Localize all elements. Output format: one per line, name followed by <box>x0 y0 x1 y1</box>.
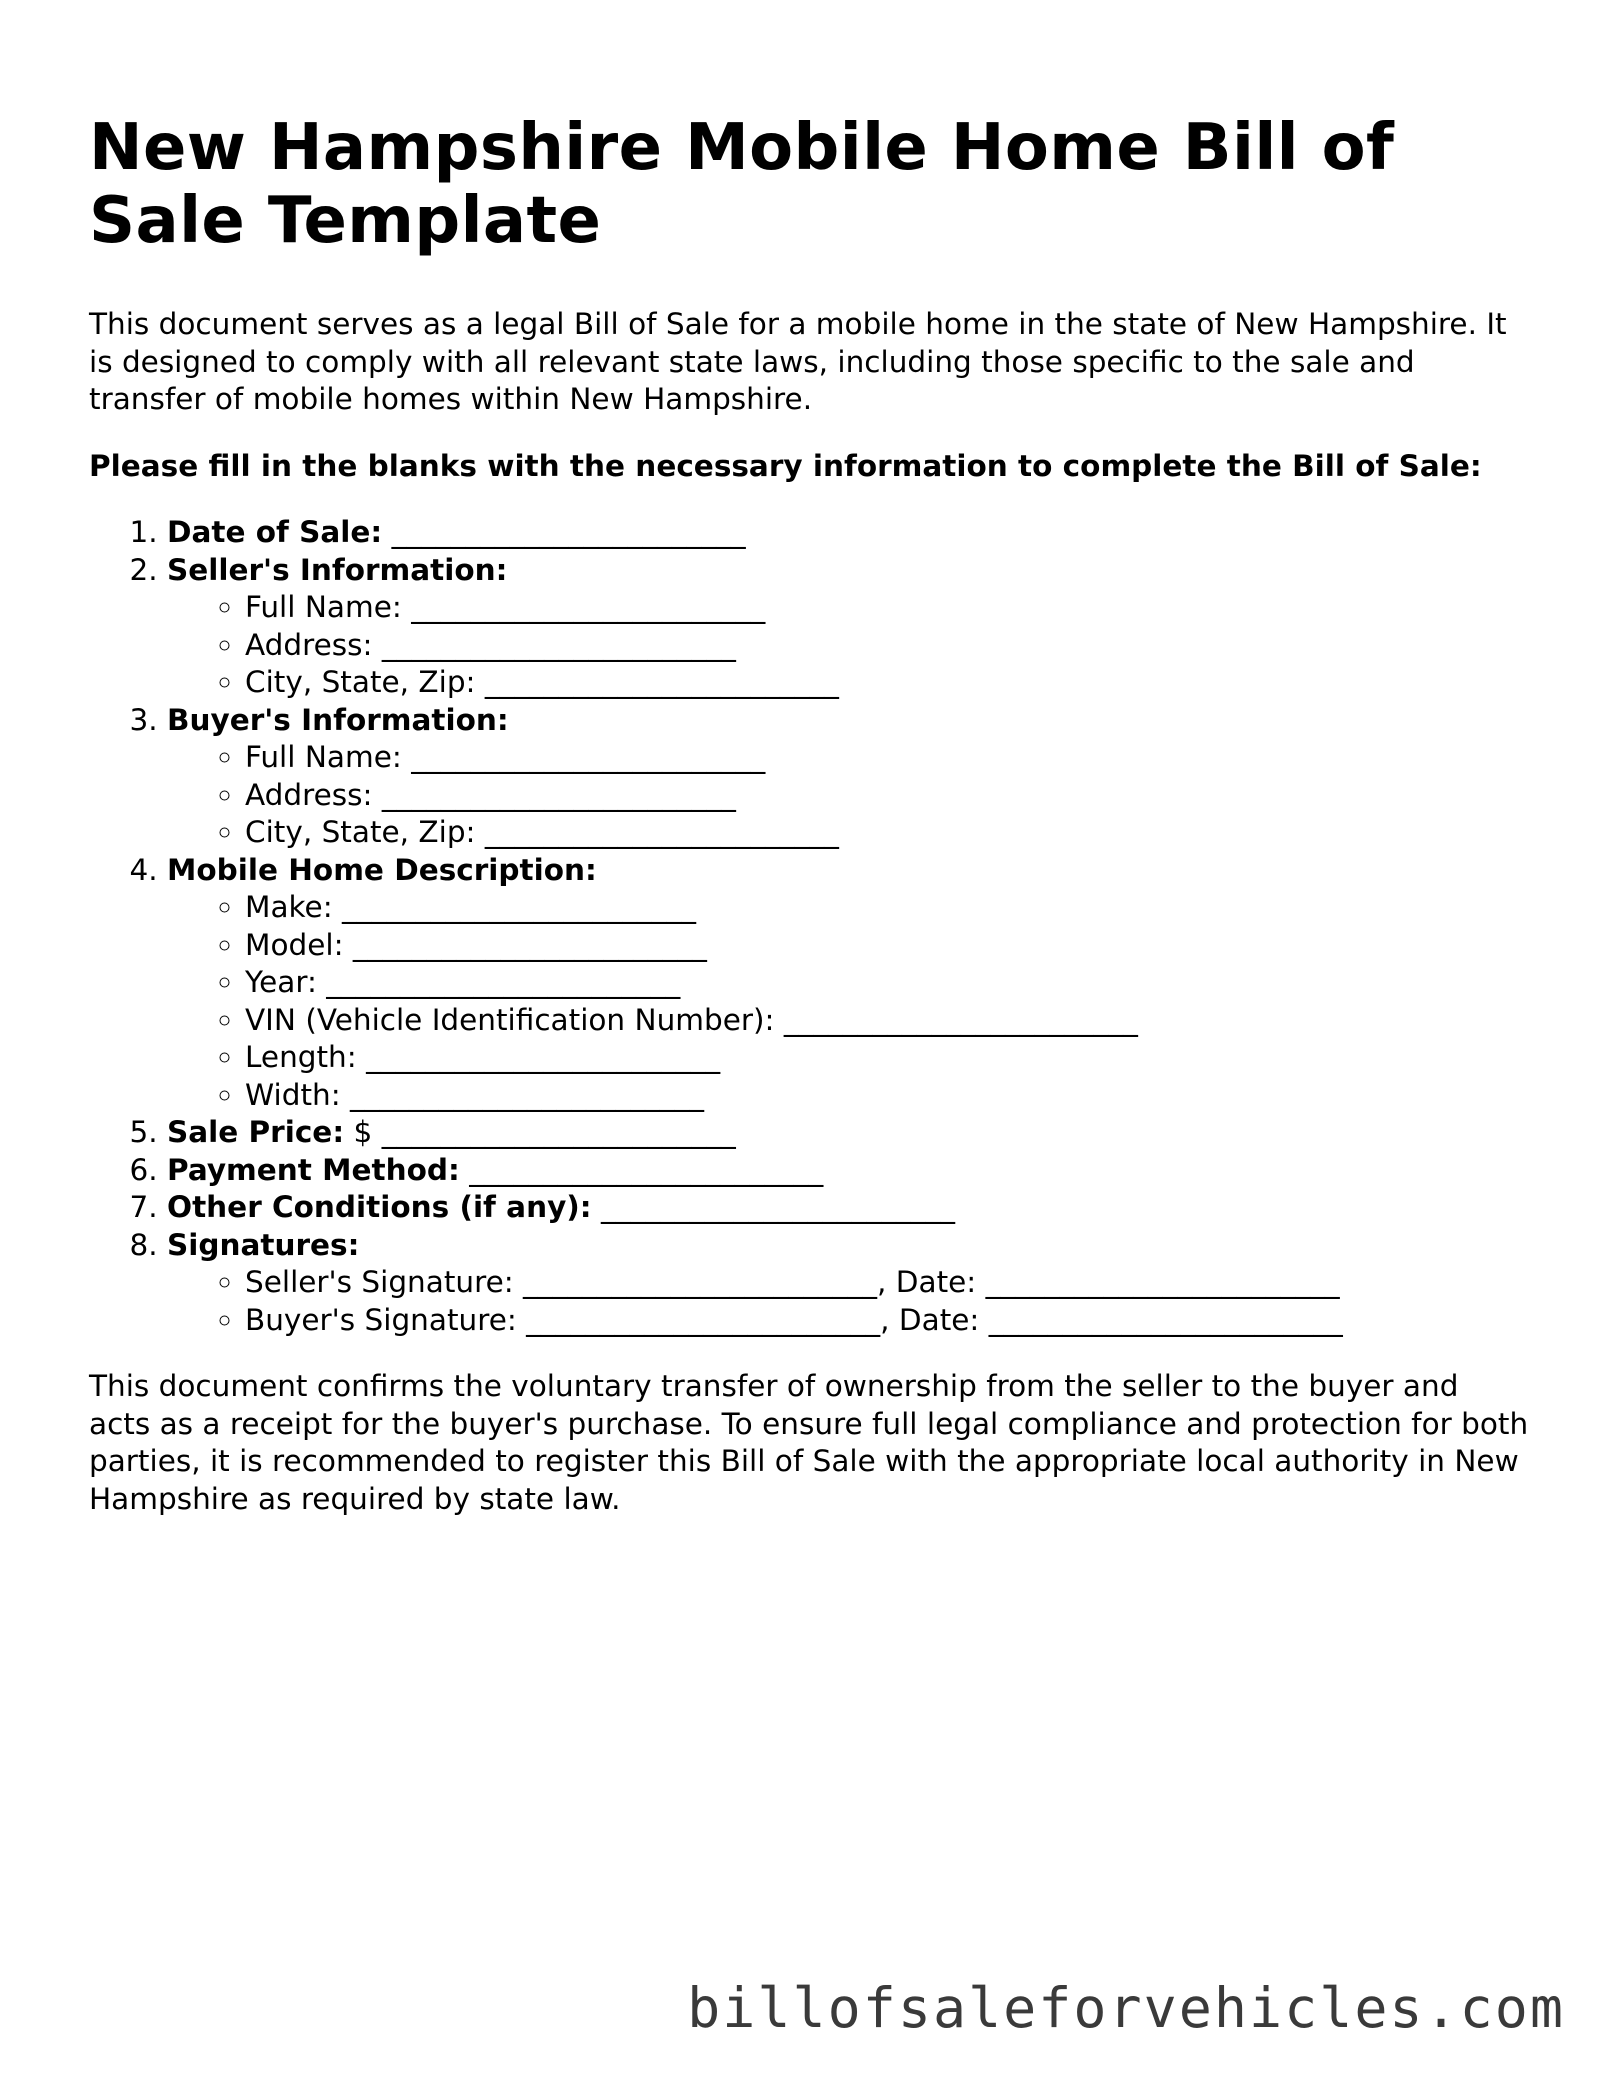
sale-price-label: Sale Price: <box>167 1115 345 1149</box>
payment-method-label: Payment Method: <box>167 1152 460 1187</box>
payment-method-blank[interactable]: ________________________ <box>469 1152 824 1187</box>
make-label: Make: <box>245 890 333 924</box>
sale-price-blank[interactable]: ________________________ <box>381 1115 736 1149</box>
seller-signature-label: Seller's Signature: <box>245 1265 514 1299</box>
seller-full-name-blank[interactable]: ________________________ <box>411 590 766 624</box>
seller-city-item <box>245 664 1529 702</box>
seller-city-label: City, State, Zip: <box>245 665 476 699</box>
closing-paragraph: This document confirms the voluntary transfer of ownership from the seller to the buyer and acts as a receipt for the buyer's purchase. To ensure full legal compliance and protection for both parties, it is recommended to register this Bill of Sale with the appropriate local authority in New Hampshire as required by state law. <box>89 1369 1529 1516</box>
year-label: Year: <box>245 965 317 999</box>
instructions-paragraph: Please fill in the blanks with the necessary information to complete the Bill of Sale: <box>89 448 1482 483</box>
width-item <box>245 1077 1529 1115</box>
site-watermark: billofsaleforvehicles.com <box>687 1976 1565 2040</box>
list-item-date-of-sale <box>167 514 1529 552</box>
buyer-signature-item <box>245 1302 1529 1340</box>
seller-info-label: Seller's Information: <box>167 552 508 587</box>
seller-address-item <box>245 627 1529 665</box>
buyer-date-label: , Date: <box>880 1302 980 1337</box>
date-of-sale-label: Date of Sale: <box>167 515 383 549</box>
list-item-description <box>167 852 1529 1115</box>
vin-label: VIN (Vehicle Identification Number): <box>245 1002 775 1037</box>
date-of-sale-blank[interactable]: ________________________ <box>391 515 746 549</box>
buyer-city-label: City, State, Zip: <box>245 815 476 849</box>
seller-signature-blank[interactable]: ________________________ <box>523 1265 878 1299</box>
list-item-seller-info <box>167 552 1529 702</box>
model-label: Model: <box>245 927 344 962</box>
length-blank[interactable]: ________________________ <box>366 1040 721 1074</box>
buyer-full-name-blank[interactable]: ________________________ <box>411 740 766 774</box>
seller-date-label: , Date: <box>877 1265 977 1299</box>
length-label: Length: <box>245 1040 357 1074</box>
page-title: New Hampshire Mobile Home Bill of Sale Template <box>89 111 1395 258</box>
vin-item <box>245 1002 1529 1040</box>
seller-info-sublist <box>167 589 1529 702</box>
model-item <box>245 927 1529 965</box>
other-conditions-label: Other Conditions (if any): <box>167 1190 592 1224</box>
seller-city-blank[interactable]: ________________________ <box>484 665 839 699</box>
list-item-buyer-info <box>167 702 1529 852</box>
buyer-address-item <box>245 777 1529 815</box>
buyer-full-name-label: Full Name: <box>245 740 402 774</box>
seller-address-blank[interactable]: ________________________ <box>381 627 736 662</box>
buyer-info-sublist <box>167 739 1529 852</box>
description-sublist <box>167 889 1529 1114</box>
seller-date-blank[interactable]: ________________________ <box>985 1265 1340 1299</box>
buyer-signature-label: Buyer's Signature: <box>245 1302 517 1337</box>
form-fields-list <box>89 514 1529 1339</box>
buyer-date-blank[interactable]: ________________________ <box>988 1302 1343 1337</box>
make-blank[interactable]: ________________________ <box>342 890 697 924</box>
seller-full-name-label: Full Name: <box>245 590 402 624</box>
document-page <box>89 112 1529 1518</box>
list-item-payment-method <box>167 1152 1529 1190</box>
year-blank[interactable]: ________________________ <box>326 965 681 999</box>
buyer-full-name-item <box>245 739 1529 777</box>
intro-paragraph: This document serves as a legal Bill of Sale for a mobile home in the state of New Hampshire. It is designed to comply with all relevant state laws, including those specific to the sale and transfer of mobile homes within New Hampshire. <box>89 307 1507 416</box>
buyer-city-blank[interactable]: ________________________ <box>484 815 839 849</box>
buyer-address-blank[interactable]: ________________________ <box>381 777 736 812</box>
buyer-city-item <box>245 814 1529 852</box>
year-item <box>245 964 1529 1002</box>
seller-signature-item <box>245 1264 1529 1302</box>
currency-symbol: $ <box>353 1115 373 1149</box>
width-label: Width: <box>245 1077 341 1112</box>
seller-full-name-item <box>245 589 1529 627</box>
seller-address-label: Address: <box>245 627 373 662</box>
other-conditions-blank[interactable]: ________________________ <box>600 1190 955 1224</box>
list-item-sale-price <box>167 1114 1529 1152</box>
width-blank[interactable]: ________________________ <box>350 1077 705 1112</box>
buyer-address-label: Address: <box>245 777 373 812</box>
make-item <box>245 889 1529 927</box>
list-item-signatures <box>167 1227 1529 1340</box>
length-item <box>245 1039 1529 1077</box>
signatures-label: Signatures: <box>167 1227 360 1262</box>
signatures-sublist <box>167 1264 1529 1339</box>
buyer-info-label: Buyer's Information: <box>167 702 509 737</box>
list-item-other-conditions <box>167 1189 1529 1227</box>
description-label: Mobile Home Description: <box>167 852 597 887</box>
vin-blank[interactable]: ________________________ <box>783 1002 1138 1037</box>
buyer-signature-blank[interactable]: ________________________ <box>526 1302 881 1337</box>
model-blank[interactable]: ________________________ <box>352 927 707 962</box>
